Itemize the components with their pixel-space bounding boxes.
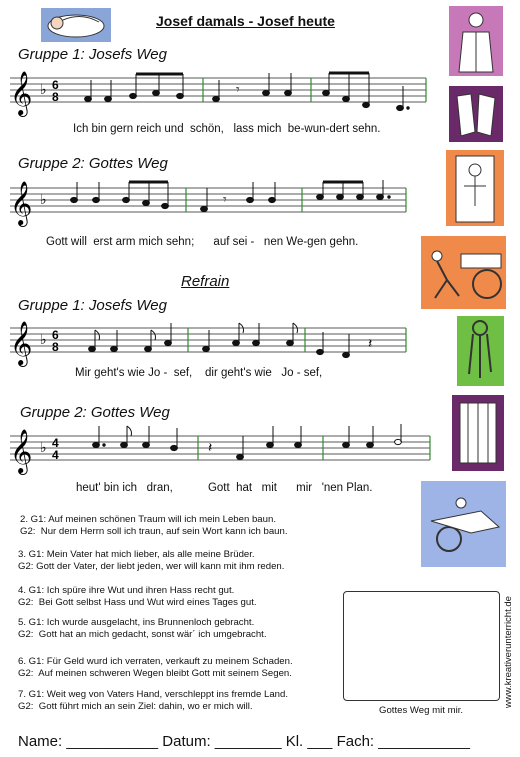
svg-text:6: 6 — [52, 328, 59, 342]
music-staff-2 — [8, 180, 408, 226]
svg-text:6: 6 — [52, 78, 59, 92]
section-heading-group2-gottes-weg: Gruppe 2: Gottes Weg — [18, 155, 168, 172]
website-credit: www.kreativerunterricht.de — [503, 596, 514, 708]
verse-4: 4. G1: Ich spüre ihre Wut und ihren Hass recht gut. G2: Bei Gott selbst Hass und Wut wird eines Tages gut. — [18, 585, 257, 608]
cart-and-worker-illustration — [421, 236, 506, 309]
lyrics-line-4: heut' bin ich dran, Gott hat mit mir 'nen Plan. — [76, 482, 373, 494]
svg-text:𝄾: 𝄾 — [223, 191, 227, 207]
verse-5: 5. G1: Ich wurde ausgelacht, ins Brunnenloch gebracht. G2: Gott hat an mich gedacht, sonst wär´ ich umgebracht. — [18, 617, 267, 640]
section-heading-group1-josefs-weg: Gruppe 1: Josefs Weg — [18, 46, 167, 63]
svg-text:♭: ♭ — [40, 439, 47, 455]
keys-illustration — [457, 316, 504, 386]
svg-text:𝄽: 𝄽 — [368, 335, 373, 351]
josef-in-well-illustration — [446, 150, 504, 226]
svg-text:♭: ♭ — [40, 331, 47, 347]
svg-text:4: 4 — [52, 448, 59, 462]
music-staff-1 — [8, 68, 428, 120]
josef-colorful-coat-illustration — [449, 6, 503, 76]
verse-3: 3. G1: Mein Vater hat mich lieber, als alle meine Brüder. G2: Gott der Vater, der liebt jeden, wer will kann mit ihm reden. — [18, 549, 285, 572]
svg-text:♭: ♭ — [40, 81, 47, 97]
lyrics-line-2: Gott will erst arm mich sehn; auf sei - nen We-gen gehn. — [46, 236, 359, 248]
svg-text:8: 8 — [52, 340, 59, 354]
name-date-class-subject-line: Name: ___________ Datum: ________ Kl. ___ Fach: ___________ — [18, 733, 471, 750]
svg-text:8: 8 — [52, 90, 59, 104]
treble-clef-icon: 𝄞 — [10, 181, 33, 225]
drawing-box-caption: Gottes Weg mit mir. — [379, 705, 464, 716]
music-staff-3 — [8, 318, 408, 366]
treble-clef-icon: 𝄞 — [10, 71, 33, 115]
svg-text:𝄾: 𝄾 — [236, 81, 240, 97]
refrain-heading: Refrain — [181, 273, 230, 290]
svg-text:𝄽: 𝄽 — [208, 439, 213, 455]
prisoner-illustration — [452, 395, 504, 471]
drawing-box[interactable] — [343, 591, 500, 701]
svg-text:♭: ♭ — [40, 191, 47, 207]
lyrics-line-1: Ich bin gern reich und schön, lass mich be-wun-dert sehn. — [73, 123, 381, 135]
verse-7: 7. G1: Weit weg von Vaters Hand, verschleppt ins fremde Land. G2: Gott führt mich an sein Ziel: dahin, wo er mich will. — [18, 689, 289, 712]
torn-robe-illustration — [449, 86, 503, 142]
verse-6: 6. G1: Für Geld wurd ich verraten, verkauft zu meinem Schaden. G2: Auf meinen schweren Wegen bleibt Gott mit seinem Segen. — [18, 656, 293, 679]
section-heading-group2-gottes-weg-refrain: Gruppe 2: Gottes Weg — [20, 404, 170, 421]
chariot-illustration — [421, 481, 506, 567]
treble-clef-icon: 𝄞 — [10, 429, 33, 473]
section-heading-group1-josefs-weg-refrain: Gruppe 1: Josefs Weg — [18, 297, 167, 314]
music-staff-4 — [8, 428, 432, 474]
verse-2: 2. G1: Auf meinen schönen Traum will ich mein Leben baun. G2: Nur dem Herrn soll ich traun, auf sein Wort kann ich baun. — [20, 514, 288, 537]
lyrics-line-3: Mir geht's wie Jo - sef, dir geht's wie Jo - sef, — [75, 367, 323, 379]
svg-text:4: 4 — [52, 436, 59, 450]
page-title: Josef damals - Josef heute — [156, 13, 335, 29]
baby-in-crib-illustration — [41, 8, 111, 42]
treble-clef-icon: 𝄞 — [10, 321, 33, 365]
